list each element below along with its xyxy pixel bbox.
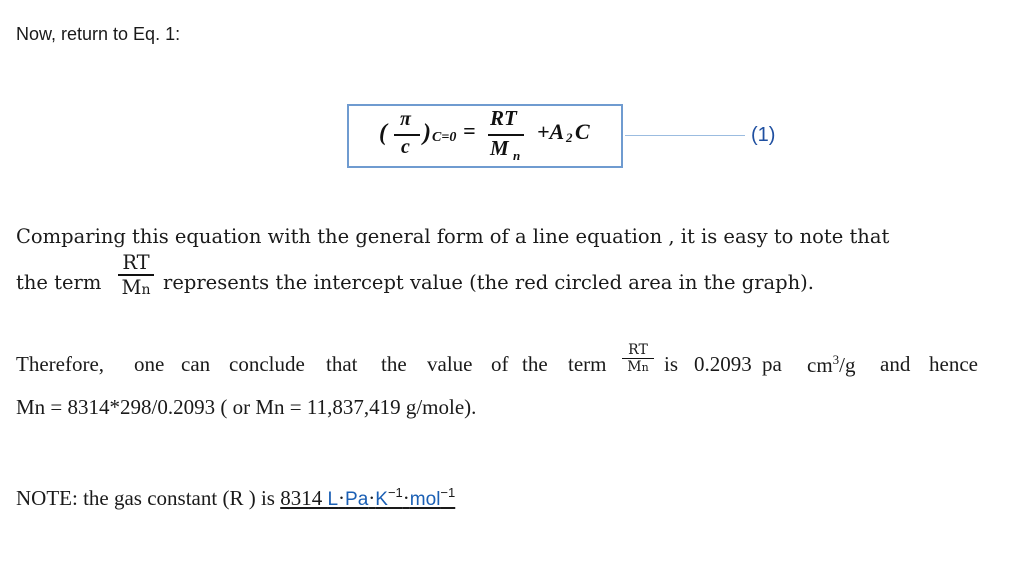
para2-word: the bbox=[381, 352, 407, 376]
para1-fraction bbox=[118, 251, 154, 299]
para2-word: Therefore, bbox=[16, 352, 105, 376]
para2-word: is bbox=[664, 352, 679, 376]
para2-word: of bbox=[491, 352, 509, 376]
equation-leader-line bbox=[625, 135, 745, 136]
note-line bbox=[16, 485, 455, 511]
para2-word: can bbox=[181, 352, 211, 376]
para1-frac-den: Mn bbox=[121, 275, 151, 299]
eq-pi: π bbox=[400, 108, 411, 130]
para2-word: value bbox=[427, 352, 473, 376]
para2-word: that bbox=[326, 352, 358, 376]
eq-open-paren: ( bbox=[379, 120, 387, 146]
eq-plus-c: C bbox=[575, 119, 590, 144]
para2-frac-num: RT bbox=[628, 342, 648, 358]
intro-text: Now, return to Eq. 1: bbox=[16, 24, 181, 44]
eq-equals: = bbox=[463, 118, 476, 143]
equation-number: (1) bbox=[751, 124, 776, 146]
eq-subscript: C=0 bbox=[432, 130, 457, 145]
eq-numerator: RT bbox=[490, 106, 517, 130]
para2-fraction bbox=[622, 342, 654, 375]
para2-word: conclude bbox=[229, 352, 305, 376]
para2-word: and bbox=[880, 352, 911, 376]
eq-c: c bbox=[401, 136, 410, 158]
para2-frac-den: Mn bbox=[627, 359, 649, 375]
eq-den-sub: n bbox=[513, 148, 521, 163]
note-value-link[interactable]: 8314 $L\cdot Pa\cdot K^{-1}\cdot mol^{-1}$ bbox=[280, 485, 456, 510]
note-prefix: NOTE: the gas constant (R ) is bbox=[16, 486, 281, 510]
eq-close-paren: ) bbox=[423, 120, 431, 146]
para2-word: hence bbox=[929, 352, 978, 376]
para1-line1: Comparing this equation with the general form of a line equation , it is easy to note that bbox=[16, 225, 890, 248]
para2-word: term bbox=[568, 352, 607, 376]
para2-word: pa bbox=[762, 352, 782, 376]
para2-line2: Mn = 8314*298/0.2093 ( or Mn = 11,837,419 g/mole). bbox=[16, 395, 477, 419]
equation-box bbox=[347, 104, 623, 168]
para2-word: one bbox=[134, 352, 165, 376]
eq-plus-sub: 2 bbox=[566, 130, 573, 145]
para1-line2-post: represents the intercept value (the red circled area in the graph). bbox=[163, 271, 814, 294]
para2-unit: $cm^3/g$ bbox=[807, 352, 856, 377]
para2-word: 0.2093 bbox=[694, 352, 752, 376]
eq-plus-a: +A bbox=[537, 119, 565, 144]
para2-word: the bbox=[522, 352, 548, 376]
eq-den-m: M bbox=[490, 136, 509, 160]
para1-line2-pre: the term bbox=[16, 271, 102, 294]
para1-frac-num: RT bbox=[122, 251, 150, 274]
